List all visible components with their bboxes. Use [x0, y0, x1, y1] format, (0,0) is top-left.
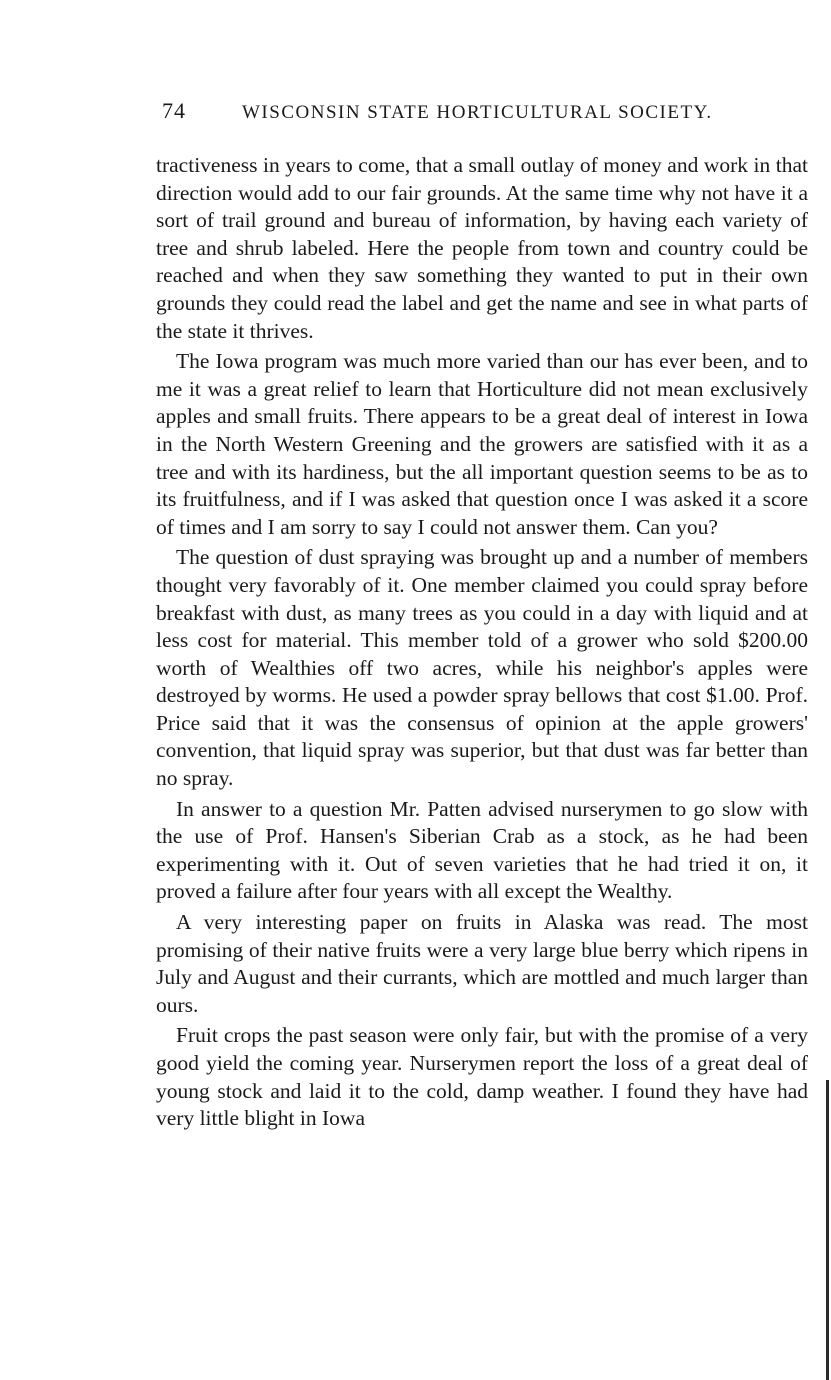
- paragraph-fruit-crops: Fruit crops the past season were only fair, but with the promise of a very good yield the coming year. Nurserymen report the loss of a great deal of young stock and laid it to the cold, damp weather. I found they have had very little blight in Iowa: [156, 1023, 808, 1131]
- body-text: [156, 152, 808, 1133]
- paragraph-siberian-crab: In answer to a question Mr. Patten advised nurserymen to go slow with the use of Prof. Hansen's Siberian Crab as a stock, as he had been experimenting with it. Out of seven varieties that he had tried it on, it proved a failure after four years with all except the Wealthy.: [156, 796, 808, 904]
- running-title: WISCONSIN STATE HORTICULTURAL SOCIETY.: [242, 102, 713, 123]
- paragraph-alaska-fruits: A very interesting paper on fruits in Alaska was read. The most promising of their native fruits were a very large blue berry which ripens in July and August and their currants, which are mottled and much larger than ours.: [156, 910, 808, 1017]
- paragraph-iowa-program: The Iowa program was much more varied than our has ever been, and to me it was a great relief to learn that Horticulture did not mean exclusively apples and small fruits. There appears to be a great deal of interest in Iowa in the North Western Greening and the growers are satisfied with it as a tree and with its hardiness, but the all important question seems to be as to its fruitfulness, and if I was asked that question once I was asked it a score of times and I am sorry to say I could not answer them. Can you?: [156, 349, 808, 539]
- paragraph-continuation: tractiveness in years to come, that a small outlay of money and work in that direction would add to our fair grounds. At the same time why not have it a sort of trail ground and bureau of information, by having each variety of tree and shrub labeled. Here the people from town and country could be reached and when they saw something they wanted to put in their own grounds they could read the label and get the name and see in what parts of the state it thrives.: [156, 153, 808, 343]
- page-edge-shadow: [826, 1080, 829, 1380]
- page-header: [162, 98, 740, 128]
- page-number: 74: [162, 98, 186, 123]
- paragraph-dust-spraying: The question of dust spraying was brought up and a number of members thought very favorably of it. One member claimed you could spray before breakfast with dust, as many trees as you could in a day with liquid and at less cost for material. This member told of a grower who sold $200.00 worth of Wealthies off two acres, while his neighbor's apples were destroyed by worms. He used a powder spray bellows that cost $1.00. Prof. Price said that it was the consensus of opinion at the apple growers' convention, that liquid spray was superior, but that dust was far better than no spray.: [156, 545, 808, 791]
